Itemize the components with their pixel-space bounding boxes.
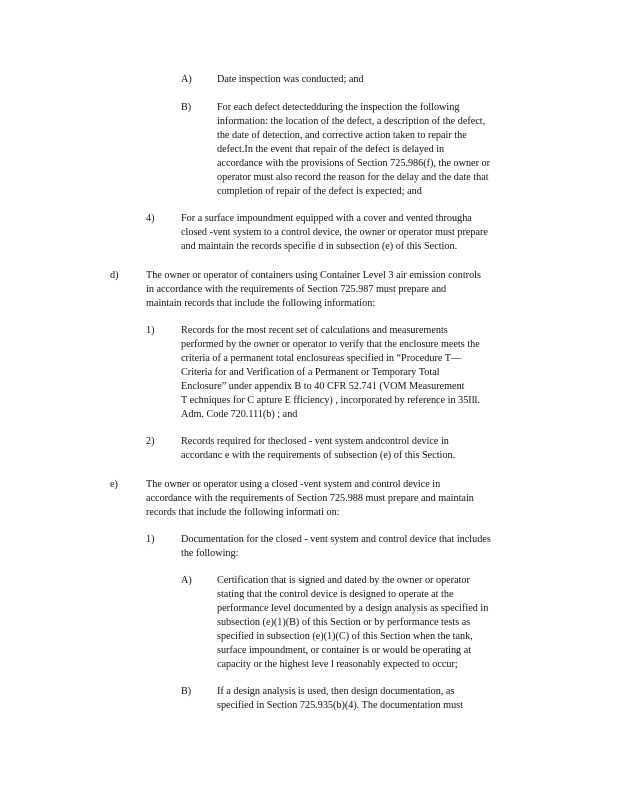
text-line: accordance with the requirements of Section 725.988 must prepare and maintain (146, 493, 474, 504)
text-line: Enclosure” under appendix B to 40 CFR 52.741 (VOM Measurement (181, 381, 465, 392)
list-item-marker: A) (181, 575, 192, 586)
text-line: the date of detection, and corrective action taken to repair the (217, 130, 467, 141)
paragraph-text (217, 101, 540, 199)
text-line: Records for the most recent set of calculations and measurements (181, 325, 448, 336)
text-line: completion of repair of the defect is expected; and (217, 186, 422, 197)
list-item-marker: 4) (146, 213, 155, 224)
paragraph-text (217, 574, 537, 672)
paragraph-text (217, 685, 509, 713)
text-line: Certification that is signed and dated by the owner or operator (217, 575, 470, 586)
paragraph-text (146, 269, 536, 311)
text-line: in accordance with the requirements of Section 725.987 must prepare and (146, 284, 447, 295)
text-line: For a surface impoundment equipped with a cover and vented througha (181, 213, 472, 224)
paragraph-text (181, 212, 535, 254)
text-line: specified in Section 725.935(b)(4). The documentation must (217, 700, 463, 711)
list-item-marker: B) (181, 686, 192, 697)
text-line: For each defect detectedduring the inspection the following (217, 102, 460, 113)
text-line: maintain records that include the following information: (146, 298, 376, 309)
text-line: operator must also record the reason for the delay and the date that (217, 172, 489, 183)
text-line: Criteria for and Verification of a Permanent or Temporary Total (181, 367, 440, 378)
text-line: defect.In the event that repair of the defect is delayed in (217, 144, 445, 155)
list-item-marker: 1) (146, 534, 155, 545)
list-item-marker: e) (110, 479, 118, 490)
text-line: subsection (e)(1)(B) of this Section or by performance tests as (217, 617, 471, 628)
list-item-marker: A) (181, 74, 192, 85)
paragraph-text (181, 324, 534, 422)
text-line: accordance with the provisions of Section 725.986(f), the owner or (217, 158, 491, 169)
text-line: specified in subsection (e)(1)(C) of this Section when the tank, (217, 631, 473, 642)
text-line: surface impoundment, or container is or would be operating at (217, 645, 472, 656)
list-item-marker: 1) (146, 325, 155, 336)
paragraph-text (217, 73, 392, 87)
text-line: The owner or operator of containers using Container Level 3 air emission controls (146, 270, 481, 281)
text-line: Date inspection was conducted; and (217, 74, 364, 85)
list-item-marker: d) (110, 270, 119, 281)
text-line: information: the location of the defect, a description of the defect, (217, 116, 486, 127)
text-line: Documentation for the closed - vent system and control device that includes (181, 534, 491, 545)
list-item-marker: B) (181, 102, 192, 113)
text-line: stating that the control device is designed to operate at the (217, 589, 454, 600)
text-line: If a design analysis is used, then design documentation, as (217, 686, 455, 697)
text-line: The owner or operator using a closed -vent system and control device in (146, 479, 441, 490)
paragraph-text (146, 478, 536, 520)
paragraph-text (181, 533, 535, 561)
text-line: and maintain the records specifie d in subsection (e) of this Section. (181, 241, 458, 252)
text-line: Records required for theclosed - vent system andcontrol device in (181, 436, 449, 447)
text-line: capacity or the highest leve l reasonably expected to occur; (217, 659, 458, 670)
list-item-marker: 2) (146, 436, 155, 447)
text-line: criteria of a permanent total enclosureas specified in “Procedure T— (181, 353, 462, 364)
text-line: T echniques for C apture E fficiency) , incorporated by reference in 35Ill. (181, 395, 480, 406)
text-line: accordanc e with the requirements of subsection (e) of this Section. (181, 450, 456, 461)
text-line: the following: (181, 548, 239, 559)
text-line: Adm. Code 720.111(b) ; and (181, 409, 298, 420)
text-line: performance level documented by a design analysis as specified in (217, 603, 489, 614)
text-line: records that include the following informati on: (146, 507, 340, 518)
text-line: performed by the owner or operator to verify that the enclosure meets the (181, 339, 480, 350)
paragraph-text (181, 435, 495, 463)
text-line: closed -vent system to a control device, the owner or operator must prepare (181, 227, 488, 238)
